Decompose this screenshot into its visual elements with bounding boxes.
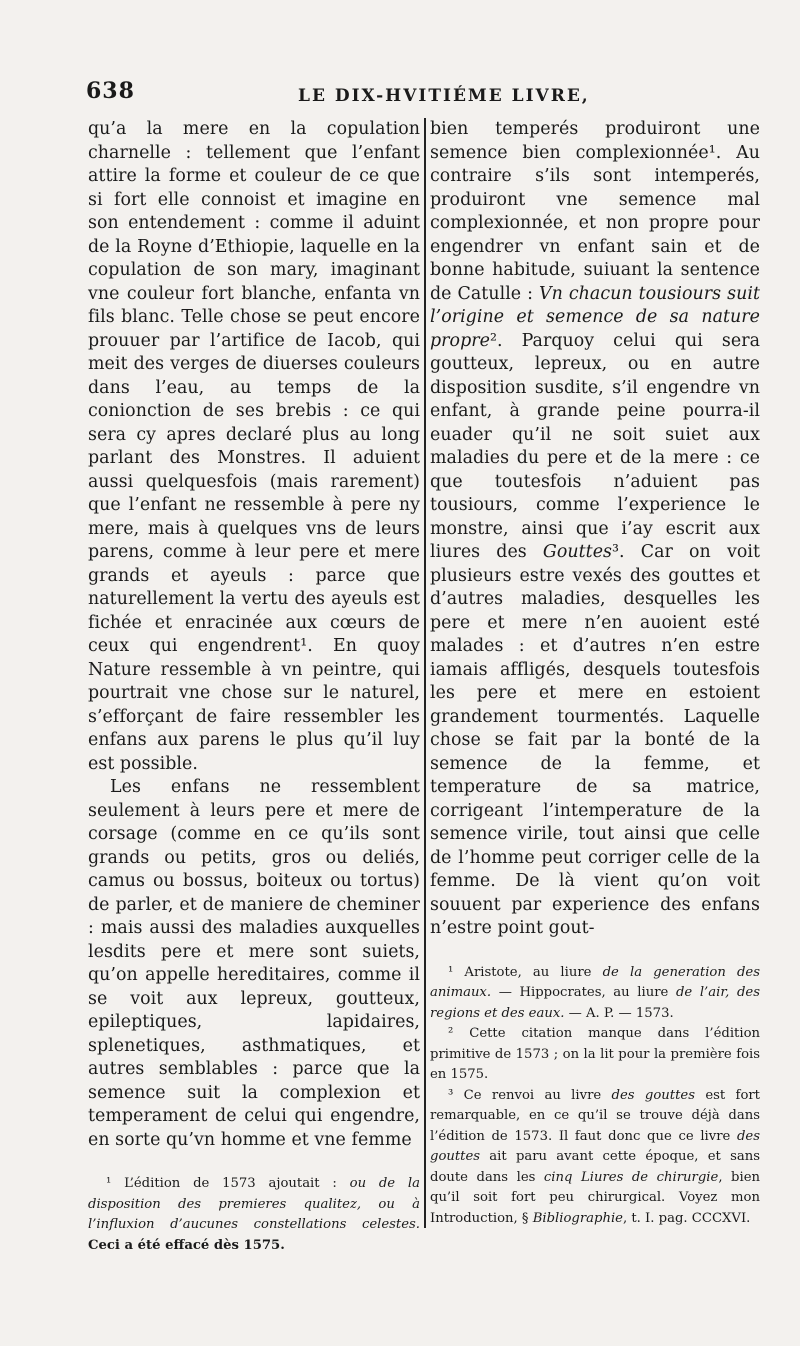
footnote-text: , bien qu’il soit fort peu chirurgical. Voyez mon Introduction, § [430, 1169, 760, 1226]
right-paragraph-1 [430, 118, 760, 941]
footnote-text: , t. I. pag. CCCXVI. [622, 1210, 751, 1226]
right-footnote-3 [430, 1086, 760, 1230]
footnote-italic: ou de la disposition des premieres qualitez, ou à l’influxion d’aucunes constellations celestes. [88, 1176, 420, 1232]
right-footnote-1 [430, 963, 760, 1025]
footnote-italic: des gouttes [430, 1128, 760, 1164]
right-column [430, 118, 760, 1229]
footnote-italic: de la generation des animaux. [430, 964, 761, 1000]
footnote-text: — Hippocrates, au liure [491, 985, 676, 1000]
left-paragraph-2: Les enfans ne ressemblent seulement à leurs pere et mere de corsage (comme en ce qu’ils sont grands ou petits, gros ou deliés, camus ou bossus, boiteux ou tortus) de parler, et de maniere de cheminer : mais aussi des maladies auxquelles lesdits pere et mere sont suiets, qu’on appelle hereditaires, comme il se voit aux lepreux, goutteux, epileptiques, lapidaires, splenetiques, asthmatiques, et autres semblables : parce que la semence suit la complexion et temperament de celui qui engendre, en sorte qu’vn homme et vne femme [88, 777, 420, 1150]
text-run: bien temperés produiront une semence bien complexionnée¹. Au contraire s’ils sont intemperés, produiront vne semence mal complexionnée, et non propre pour engendrer vn enfant sain et de bonne habitude, suiuant la sentence de Catulle : [430, 119, 760, 304]
footnote-italic: de l’air, des regions et des eaux. [430, 985, 760, 1021]
footnote-text: ¹ Aristote, au liure [448, 964, 603, 980]
text-run: ². Parquoy celui qui sera goutteux, lepreux, ou en autre disposition susdite, s’il engendre vn enfant, à grande peine pourra-il euader qu’il ne soit suiet aux maladies du pere et de la mere : ce que toutesfois n’aduient pas tousiours, comme l’experience le monstre, ainsi que i’ay escrit aux liures des [430, 330, 760, 562]
footnote-italic: cinq Liures de chirurgie [543, 1169, 719, 1185]
gouttes-title: Gouttes [542, 542, 613, 562]
left-column [88, 118, 420, 1256]
footnote-text: — A. P. — 1573. [564, 1005, 674, 1021]
footnote-bold: Ceci a été effacé dès 1575. [88, 1237, 285, 1253]
page-number: 638 [86, 78, 135, 104]
footnote-text: ³ Ce renvoi au livre [448, 1087, 612, 1103]
right-footnote-2: ² Cette citation manque dans l’édition primitive de 1573 ; on la lit pour la première fois en 1575. [430, 1026, 760, 1082]
footnote-italic: des gouttes [611, 1087, 695, 1103]
footnote-text: ¹ L’édition de 1573 ajoutait : [106, 1176, 350, 1191]
left-paragraph-1: qu’a la mere en la copulation charnelle : tellement que l’enfant attire la forme et couleur de ce que si fort elle connoist et imagine en son entendement : comme il aduint de la Royne d’Ethiopie, laquelle en la copulation de son mary, imaginant vne couleur fort blanche, enfanta vn fils blanc. Telle chose se peut encore prouuer par l’artifice de Iacob, qui meit des verges de diuerses couleurs dans l’eau, au temps de la conionction de ses brebis : ce qui sera cy apres declaré plus au long parlant des Monstres. Il aduient aussi quelquesfois (mais rarement) que l’enfant ne ressemble à pere ny mere, mais à quelques vns de leurs parens, comme à leur pere et mere grands et ayeuls : parce que naturellement la vertu des ayeuls est fichée et enracinée aux cœurs de ceux qui engendrent¹. En quoy Nature ressemble à vn peintre, qui pourtrait vne chose sur le naturel, s’efforçant de faire ressembler les enfans aux parens le plus qu’il luy est possible. [88, 119, 420, 774]
left-footnote-1 [88, 1174, 420, 1256]
footnote-text: est fort remarquable, en ce qu’il se trouve déjà dans l’édition de 1573. Il faut donc que ce livre [430, 1087, 760, 1144]
footnote-text: ait paru avant cette époque, et sans doute dans les [430, 1149, 760, 1185]
footnote-separator [88, 1152, 420, 1174]
text-run: ³. Car on voit plusieurs estre vexés des gouttes et d’autres maladies, desquelles les pere et mere n’en auoient esté malades : et d’autres n’en estre iamais affligés, desquels toutesfois les pere et mere en estoient grandement tourmentés. Laquelle chose se fait par la bonté de la semence de la femme, et temperature de sa matrice, corrigeant l’intemperature de la semence virile, tout ainsi que celle de l’homme peut corriger celle de la femme. De là vient qu’on voit souuent par experience des enfans n’estre point gout- [430, 542, 760, 938]
running-head: LE DIX-HVITIÉME LIVRE, [298, 86, 590, 106]
catullus-quote: Vn chacun tousiours suit l’origine et semence de sa nature propre [430, 283, 760, 351]
column-rule [424, 118, 426, 1228]
footnote-separator [430, 941, 760, 963]
footnote-italic: Bibliographie [532, 1210, 623, 1226]
